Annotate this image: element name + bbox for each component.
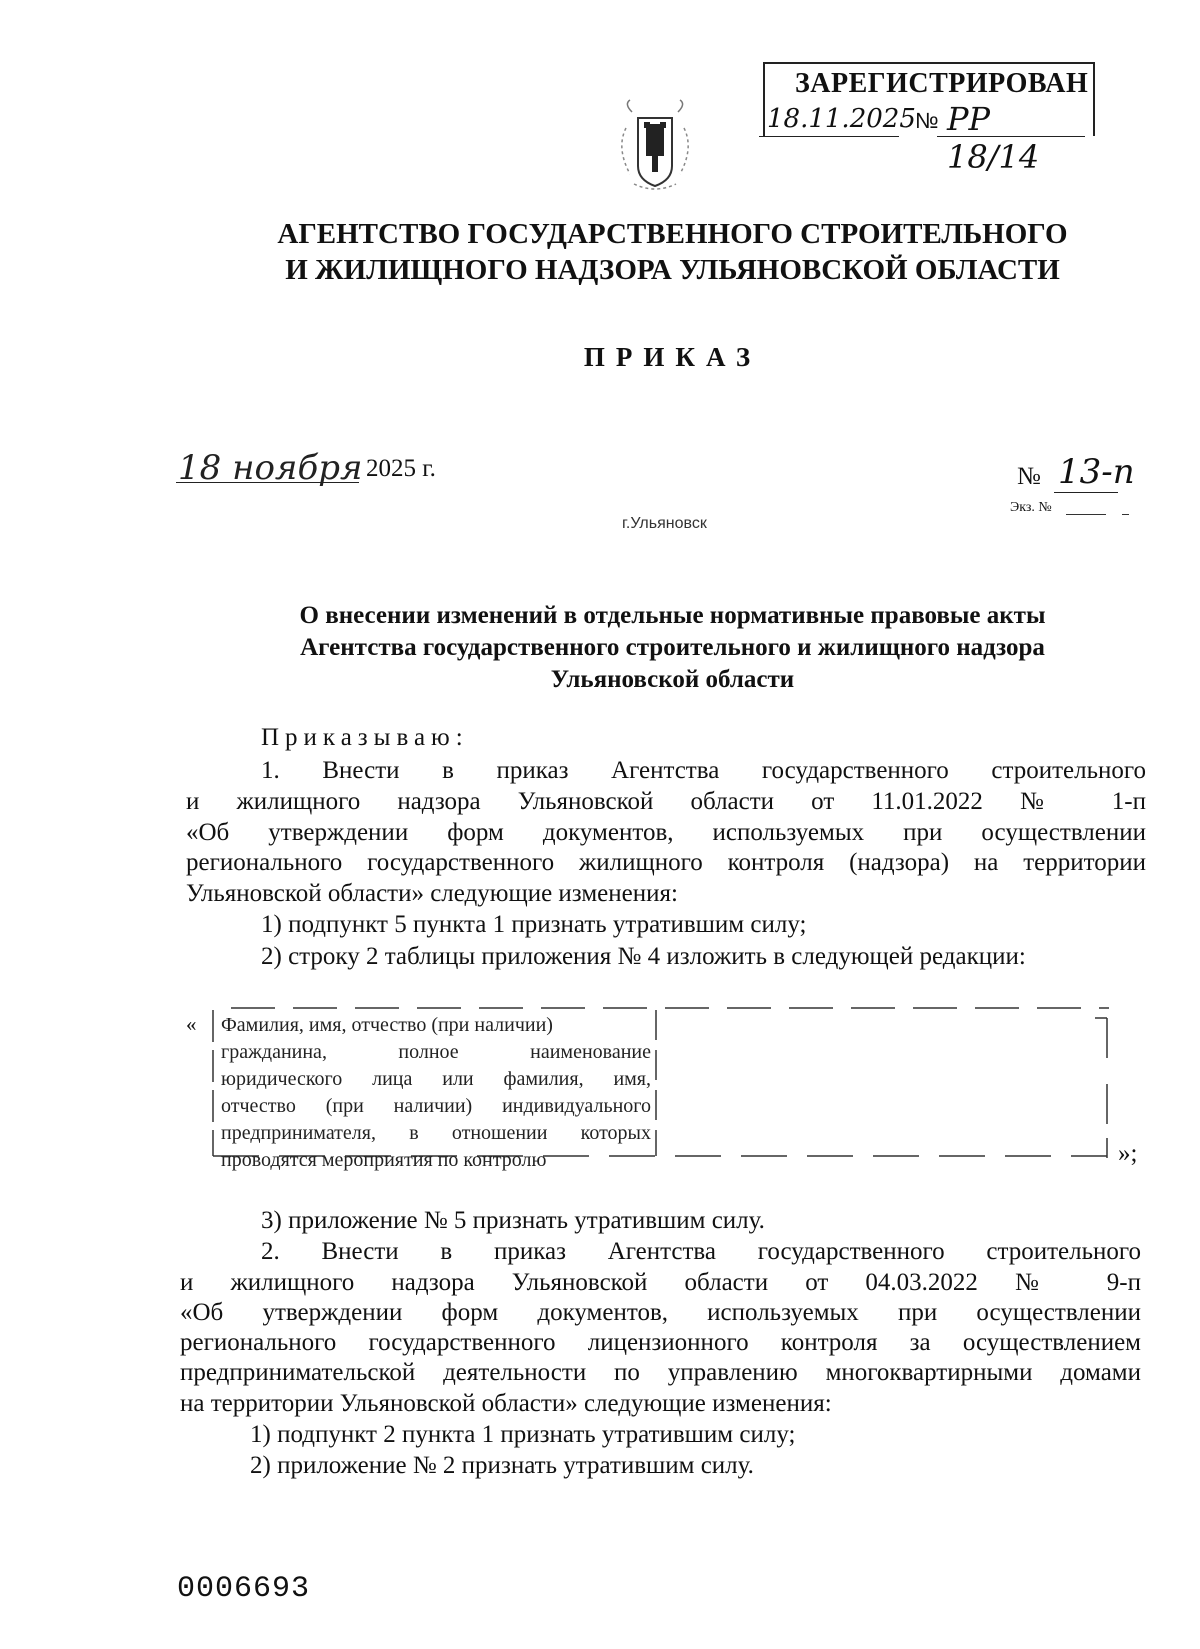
paragraph-1-item-1: 1) подпункт 5 пункта 1 признать утратившим силу; bbox=[261, 911, 807, 938]
order-year: 2025 г. bbox=[366, 455, 436, 482]
table-quote-close: »; bbox=[1118, 1140, 1138, 1167]
stamp-title: ЗАРЕГИСТРИРОВАН bbox=[795, 68, 1089, 99]
paragraph-1-line-3: «Об утверждении форм документов, используемых при осуществлении bbox=[186, 819, 1146, 846]
table-cell-line-4: отчество (при наличии) индивидуального bbox=[221, 1095, 651, 1117]
paragraph-2-line-6: на территории Ульяновской области» следующие изменения: bbox=[180, 1390, 832, 1417]
organization-name bbox=[0, 216, 1200, 288]
table-cell-line-5: предпринимателя, в отношении которых bbox=[221, 1122, 651, 1144]
subject-line-3: Ульяновской области bbox=[550, 666, 795, 693]
paragraph-2-line-1: 2. Внести в приказ Агентства государственного строительного bbox=[261, 1238, 1141, 1265]
stamp-registration-line bbox=[759, 100, 1089, 176]
paragraph-2-line-4: регионального государственного лицензионного контроля за осуществлением bbox=[180, 1329, 1141, 1356]
table-quote-open: « bbox=[186, 1012, 197, 1036]
stamp-number: РР 18/14 bbox=[947, 100, 1040, 176]
paragraph-1-line-5: Ульяновской области» следующие изменения: bbox=[186, 880, 678, 907]
table-cell-line-6: проводятся мероприятия по контролю bbox=[221, 1149, 547, 1171]
paragraph-1-line-4: регионального государственного жилищного контроля (надзора) на территории bbox=[186, 849, 1146, 876]
subject-line-1: О внесении изменений в отдельные нормативные правовые акты bbox=[299, 602, 1046, 629]
form-serial-number: 0006693 bbox=[177, 1572, 311, 1606]
copy-number-underline bbox=[1066, 514, 1106, 515]
paragraph-2-item-2: 2) приложение № 2 признать утратившим силу. bbox=[250, 1452, 754, 1479]
stamp-number-label: № bbox=[915, 108, 939, 133]
copy-number-dash bbox=[1122, 514, 1129, 515]
document-type: ПРИКАЗ bbox=[583, 342, 762, 372]
paragraph-1-line-2: и жилищного надзора Ульяновской области от 11.01.2022 № 1-п bbox=[186, 788, 1146, 815]
table-cell-line-1: Фамилия, имя, отчество (при наличии) bbox=[221, 1014, 553, 1036]
paragraph-2-line-5: предпринимательской деятельности по управлению многоквартирными домами bbox=[180, 1359, 1141, 1386]
order-subject bbox=[0, 600, 1200, 696]
order-number-handwritten: 13-п bbox=[1058, 452, 1135, 492]
order-word: Приказываю: bbox=[261, 724, 469, 751]
number-underline bbox=[1054, 492, 1118, 493]
stamp-date-underline bbox=[759, 136, 899, 137]
paragraph-2-line-3: «Об утверждении форм документов, используемых при осуществлении bbox=[180, 1299, 1141, 1326]
paragraph-2-item-1: 1) подпункт 2 пункта 1 признать утратившим силу; bbox=[250, 1421, 796, 1448]
date-underline bbox=[176, 482, 359, 483]
subject-line-2: Агентства государственного строительного и жилищного надзора bbox=[300, 634, 1045, 661]
org-line-2: И ЖИЛИЩНОГО НАДЗОРА УЛЬЯНОВСКОЙ ОБЛАСТИ bbox=[285, 254, 1060, 286]
paragraph-1-item-3: 3) приложение № 5 признать утратившим силу. bbox=[261, 1207, 765, 1234]
org-line-1: АГЕНТСТВО ГОСУДАРСТВЕННОГО СТРОИТЕЛЬНОГО bbox=[277, 218, 1068, 250]
stamp-number-underline bbox=[937, 136, 1085, 137]
stamp-date: 18.11.2025 bbox=[767, 104, 916, 134]
table-cell-line-3: юридического лица или фамилия, имя, bbox=[221, 1068, 651, 1090]
paragraph-1-line-1: 1. Внести в приказ Агентства государственного строительного bbox=[261, 757, 1146, 784]
city: г.Ульяновск bbox=[622, 515, 707, 532]
copy-number-label: Экз. № bbox=[1010, 500, 1052, 515]
order-number-label: № bbox=[1017, 463, 1041, 490]
paragraph-1-item-2: 2) строку 2 таблицы приложения № 4 изложить в следующей редакции: bbox=[261, 943, 1026, 970]
order-date-handwritten: 18 ноября bbox=[178, 448, 363, 488]
paragraph-2-line-2: и жилищного надзора Ульяновской области от 04.03.2022 № 9-п bbox=[180, 1269, 1141, 1296]
table-cell-line-2: гражданина, полное наименование bbox=[221, 1041, 651, 1063]
registration-stamp bbox=[763, 62, 1095, 176]
table-cell-label bbox=[221, 1012, 651, 1174]
coat-of-arms-icon bbox=[612, 98, 698, 192]
